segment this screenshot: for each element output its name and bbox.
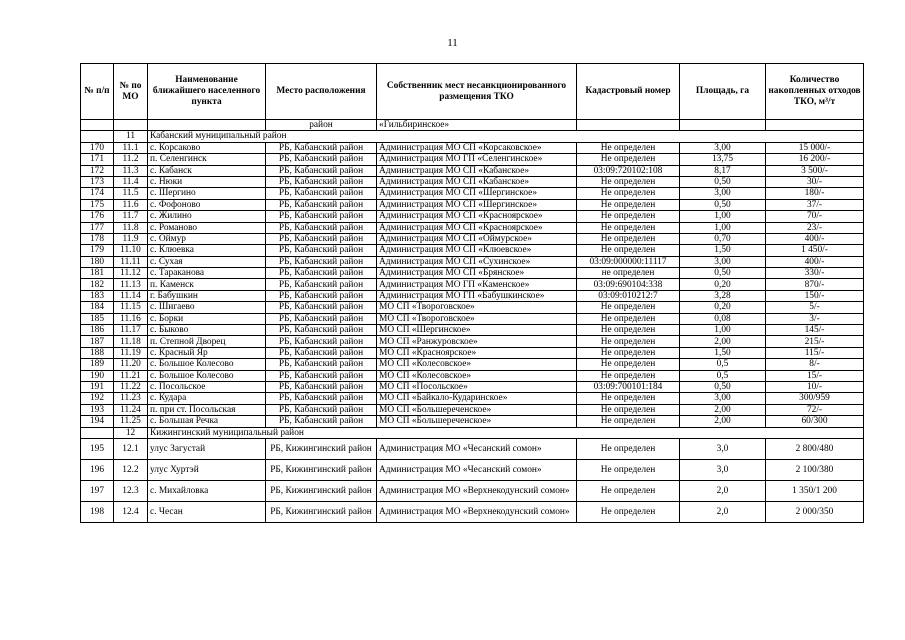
cell-n: 182: [81, 279, 114, 290]
cell-settlement: с. Тараканова: [148, 268, 266, 279]
cell-area: 8,17: [680, 165, 766, 176]
cell-area: 3,00: [680, 256, 766, 267]
cell-volume: 23/-: [766, 222, 864, 233]
cell-volume: 145/-: [766, 325, 864, 336]
cell-n: 180: [81, 256, 114, 267]
table-row: [81, 325, 864, 336]
cell-cadastral: Не определен: [577, 359, 680, 370]
cell-place: РБ, Кабанский район: [266, 290, 377, 301]
cell-mo: 11.10: [114, 245, 148, 256]
cell-mo: 11.7: [114, 211, 148, 222]
cell-mo: 11.17: [114, 325, 148, 336]
table-row: [81, 501, 864, 522]
table-row: [81, 222, 864, 233]
cell-owner: МО СП «Ранжуровское»: [377, 336, 577, 347]
table-row: [81, 154, 864, 165]
cell-place: РБ, Кабанский район: [266, 268, 377, 279]
cell-n: 178: [81, 233, 114, 244]
table-row: [81, 256, 864, 267]
cell-cadastral: Не определен: [577, 325, 680, 336]
cell-place: РБ, Кабанский район: [266, 359, 377, 370]
section-title: Кижингинский муниципальный район: [148, 427, 864, 438]
cell-n: 188: [81, 347, 114, 358]
cell-place: РБ, Кабанский район: [266, 188, 377, 199]
cell-settlement: с. Кабанск: [148, 165, 266, 176]
cell-cadastral: Не определен: [577, 199, 680, 210]
cell-place: РБ, Кабанский район: [266, 142, 377, 153]
cell-settlement: с. Большое Колесово: [148, 370, 266, 381]
page-number: 11: [447, 37, 458, 49]
cell-area: 2,00: [680, 404, 766, 415]
cell-area: 3,0: [680, 438, 766, 459]
cell-owner: МО СП «Большереченское»: [377, 404, 577, 415]
cell-area: 0,20: [680, 279, 766, 290]
cell-cadastral: Не определен: [577, 233, 680, 244]
cell-cadastral: Не определен: [577, 347, 680, 358]
cell-mo: 12.2: [114, 459, 148, 480]
cell-owner: Администрация МО СП «Шергинское»: [377, 188, 577, 199]
cell-mo: 11.3: [114, 165, 148, 176]
table-row: [81, 245, 864, 256]
cell-settlement: с. Сухая: [148, 256, 266, 267]
cell-n: 171: [81, 154, 114, 165]
section-row-kizhinginsky: [81, 427, 864, 438]
col-header-place: Место расположения: [266, 64, 377, 120]
cell-place: РБ, Кабанский район: [266, 404, 377, 415]
cell-volume: 15/-: [766, 370, 864, 381]
cell-volume: 180/-: [766, 188, 864, 199]
cell-settlement: с. Клюевка: [148, 245, 266, 256]
cell-n: 175: [81, 199, 114, 210]
cell-volume: 400/-: [766, 233, 864, 244]
cell-cadastral: Не определен: [577, 416, 680, 427]
cell-mo: 11.24: [114, 404, 148, 415]
cell-owner: Администрация МО ГП «Бабушкинское»: [377, 290, 577, 301]
cell-n: 172: [81, 165, 114, 176]
cell-place: РБ, Кижингинский район: [266, 501, 377, 522]
cell-mo: 11.14: [114, 290, 148, 301]
cell-area: 0,50: [680, 199, 766, 210]
table-row: [81, 359, 864, 370]
cell-mo: 11.21: [114, 370, 148, 381]
cell-volume: 2 100/380: [766, 459, 864, 480]
cell-volume: 10/-: [766, 381, 864, 392]
cell-area: 0,70: [680, 233, 766, 244]
table-row: [81, 188, 864, 199]
cell-place: РБ, Кабанский район: [266, 370, 377, 381]
cell-area: 0,50: [680, 268, 766, 279]
cell-owner: Администрация МО ГП «Каменское»: [377, 279, 577, 290]
cell-mo: 11.16: [114, 313, 148, 324]
cell-settlement: с. Посольское: [148, 381, 266, 392]
col-header-volume: Количество накопленных отходов ТКО, м³/т: [766, 64, 864, 120]
cell-area: 0,5: [680, 359, 766, 370]
cell-volume: 15 000/-: [766, 142, 864, 153]
cell-cadastral: Не определен: [577, 188, 680, 199]
cell-n: 186: [81, 325, 114, 336]
cell-area: 3,00: [680, 142, 766, 153]
cell-place: РБ, Кабанский район: [266, 313, 377, 324]
cell-place: РБ, Кабанский район: [266, 245, 377, 256]
cell-area: 3,00: [680, 393, 766, 404]
cell-n: 194: [81, 416, 114, 427]
cell-place: РБ, Кабанский район: [266, 165, 377, 176]
cell-place: РБ, Кабанский район: [266, 416, 377, 427]
cell-area: 3,0: [680, 459, 766, 480]
col-header-n: № п/п: [81, 64, 114, 120]
table-row: [81, 211, 864, 222]
header-row: [81, 64, 864, 120]
cell-settlement: п. Селенгинск: [148, 154, 266, 165]
section-number: 12: [114, 427, 148, 438]
cell-volume: 2 800/480: [766, 438, 864, 459]
cell-mo: 11.9: [114, 233, 148, 244]
cell-settlement: с. Большое Колесово: [148, 359, 266, 370]
cell-mo: 11.22: [114, 381, 148, 392]
cell-area: 2,00: [680, 336, 766, 347]
cell-settlement: п. Каменск: [148, 279, 266, 290]
cell-cadastral: Не определен: [577, 245, 680, 256]
cell-volume: 215/-: [766, 336, 864, 347]
cell-n: 181: [81, 268, 114, 279]
cell-n: 190: [81, 370, 114, 381]
cell-settlement: п. Степной Дворец: [148, 336, 266, 347]
section-number: 11: [114, 131, 148, 142]
table-row: [81, 165, 864, 176]
cell-owner: Администрация МО СП «Клюевское»: [377, 245, 577, 256]
cell-n: 179: [81, 245, 114, 256]
cell-cadastral: Не определен: [577, 404, 680, 415]
cell-settlement: с. Корсаково: [148, 142, 266, 153]
cell-n: 187: [81, 336, 114, 347]
cell-mo: 11.5: [114, 188, 148, 199]
cell-owner: Администрация МО «Чесанский сомон»: [377, 459, 577, 480]
cell-settlement: с. Жилино: [148, 211, 266, 222]
cell-volume: 70/-: [766, 211, 864, 222]
cell-n: 193: [81, 404, 114, 415]
cell-settlement: п. при ст. Посольская: [148, 404, 266, 415]
cell-owner: МО СП «Красноярское»: [377, 347, 577, 358]
cell-n: 176: [81, 211, 114, 222]
cell-settlement: с. Михайловка: [148, 480, 266, 501]
cell-n: 183: [81, 290, 114, 301]
cell-place: РБ, Кабанский район: [266, 381, 377, 392]
cell-owner: Администрация МО СП «Шергинское»: [377, 199, 577, 210]
cell-cadastral: Не определен: [577, 480, 680, 501]
cell-owner: МО СП «Большереченское»: [377, 416, 577, 427]
cell-volume: 2 000/350: [766, 501, 864, 522]
cell-cadastral: 03:09:000000:11117: [577, 256, 680, 267]
cell-owner: МО СП «Шергинское»: [377, 325, 577, 336]
cell-mo: 12.4: [114, 501, 148, 522]
cell-place: РБ, Кабанский район: [266, 233, 377, 244]
cell-cadastral: Не определен: [577, 313, 680, 324]
cell-n: 177: [81, 222, 114, 233]
cell-volume: 150/-: [766, 290, 864, 301]
cell-owner: МО СП «Твороговское»: [377, 313, 577, 324]
cell-n: 191: [81, 381, 114, 392]
cell-volume: 400/-: [766, 256, 864, 267]
cell-volume: 1 450/-: [766, 245, 864, 256]
cell-place: РБ, Кабанский район: [266, 154, 377, 165]
cell-mo: 12.3: [114, 480, 148, 501]
cell-owner: Администрация МО СП «Красноярское»: [377, 211, 577, 222]
cell-cadastral: Не определен: [577, 393, 680, 404]
table-row: [81, 268, 864, 279]
cell-owner: Администрация МО «Чесанский сомон»: [377, 438, 577, 459]
cell-area: 0,50: [680, 176, 766, 187]
cell-mo: 11.18: [114, 336, 148, 347]
cell-area: 13,75: [680, 154, 766, 165]
cell-place: РБ, Кабанский район: [266, 222, 377, 233]
cell-cadastral: Не определен: [577, 438, 680, 459]
cell-volume: 330/-: [766, 268, 864, 279]
table-row: [81, 347, 864, 358]
table-row: [81, 381, 864, 392]
table-row: [81, 370, 864, 381]
cell-n: 174: [81, 188, 114, 199]
cell-area: 0,20: [680, 302, 766, 313]
cell-area: 1,50: [680, 245, 766, 256]
cell-cadastral: Не определен: [577, 176, 680, 187]
table-row: [81, 199, 864, 210]
cell-area: 0,08: [680, 313, 766, 324]
cell-settlement: с. Кудара: [148, 393, 266, 404]
cell-n: 197: [81, 480, 114, 501]
cell-n: 196: [81, 459, 114, 480]
cell-place: РБ, Кабанский район: [266, 199, 377, 210]
cell-volume: 72/-: [766, 404, 864, 415]
cell-settlement: с. Большая Речка: [148, 416, 266, 427]
cell-mo: 11.4: [114, 176, 148, 187]
cell-volume: 870/-: [766, 279, 864, 290]
col-header-cadastral: Кадастровый номер: [577, 64, 680, 120]
cell-place: РБ, Кижингинский район: [266, 438, 377, 459]
cell-settlement: с. Оймур: [148, 233, 266, 244]
cell-area: 1,00: [680, 211, 766, 222]
carry-place: район: [266, 120, 377, 131]
cell-owner: МО СП «Твороговское»: [377, 302, 577, 313]
cell-volume: 5/-: [766, 302, 864, 313]
cell-area: 1,00: [680, 325, 766, 336]
cell-cadastral: Не определен: [577, 370, 680, 381]
cell-area: 2,0: [680, 501, 766, 522]
cell-n: 192: [81, 393, 114, 404]
cell-n: 198: [81, 501, 114, 522]
cell-n: 195: [81, 438, 114, 459]
cell-volume: 30/-: [766, 176, 864, 187]
table-row: [81, 176, 864, 187]
cell-cadastral: Не определен: [577, 336, 680, 347]
cell-owner: Администрация МО СП «Оймурское»: [377, 233, 577, 244]
cell-settlement: улус Хуртэй: [148, 459, 266, 480]
cell-mo: 11.25: [114, 416, 148, 427]
cell-owner: Администрация МО СП «Брянское»: [377, 268, 577, 279]
cell-volume: 300/959: [766, 393, 864, 404]
cell-cadastral: Не определен: [577, 142, 680, 153]
table-row: [81, 336, 864, 347]
cell-n: 189: [81, 359, 114, 370]
cell-volume: 8/-: [766, 359, 864, 370]
table-row: [81, 404, 864, 415]
cell-owner: Администрация МО «Верхнекодунский сомон»: [377, 501, 577, 522]
cell-mo: 11.20: [114, 359, 148, 370]
cell-place: РБ, Кабанский район: [266, 393, 377, 404]
cell-place: РБ, Кабанский район: [266, 279, 377, 290]
cell-n: 170: [81, 142, 114, 153]
cell-place: РБ, Кабанский район: [266, 256, 377, 267]
cell-settlement: с. Фофоново: [148, 199, 266, 210]
cell-volume: 3 500/-: [766, 165, 864, 176]
cell-volume: 115/-: [766, 347, 864, 358]
cell-n: 173: [81, 176, 114, 187]
cell-settlement: с. Красный Яр: [148, 347, 266, 358]
section-row-kabansky: [81, 131, 864, 142]
cell-area: 3,28: [680, 290, 766, 301]
cell-settlement: с. Шергино: [148, 188, 266, 199]
cell-owner: Администрация МО СП «Кабанское»: [377, 165, 577, 176]
cell-owner: МО СП «Посольское»: [377, 381, 577, 392]
cell-cadastral: Не определен: [577, 501, 680, 522]
cell-place: РБ, Кабанский район: [266, 336, 377, 347]
cell-settlement: улус Загустай: [148, 438, 266, 459]
cell-mo: 11.13: [114, 279, 148, 290]
table-row: [81, 290, 864, 301]
cell-place: РБ, Кижингинский район: [266, 480, 377, 501]
table-row: [81, 393, 864, 404]
cell-place: РБ, Кабанский район: [266, 211, 377, 222]
table-row: [81, 279, 864, 290]
cell-owner: МО СП «Байкало-Кударинское»: [377, 393, 577, 404]
cell-place: РБ, Кабанский район: [266, 325, 377, 336]
cell-cadastral: Не определен: [577, 154, 680, 165]
cell-area: 3,00: [680, 188, 766, 199]
table-row: [81, 459, 864, 480]
carry-owner: «Гильбиринское»: [377, 120, 577, 131]
cell-n: 184: [81, 302, 114, 313]
cell-cadastral: 03:09:690104:338: [577, 279, 680, 290]
cell-owner: Администрация МО СП «Кабанское»: [377, 176, 577, 187]
cell-cadastral: 03:09:010212:7: [577, 290, 680, 301]
col-header-name: Наименование ближайшего населенного пункта: [148, 64, 266, 120]
cell-mo: 12.1: [114, 438, 148, 459]
cell-volume: 1 350/1 200: [766, 480, 864, 501]
cell-settlement: г. Бабушкин: [148, 290, 266, 301]
cell-settlement: с. Нюки: [148, 176, 266, 187]
col-header-area: Площадь, га: [680, 64, 766, 120]
cell-mo: 11.19: [114, 347, 148, 358]
cell-settlement: с. Быково: [148, 325, 266, 336]
section-title: Кабанский муниципальный район: [148, 131, 864, 142]
cell-cadastral: Не определен: [577, 222, 680, 233]
cell-mo: 11.1: [114, 142, 148, 153]
cell-mo: 11.11: [114, 256, 148, 267]
cell-settlement: с. Романово: [148, 222, 266, 233]
cell-owner: Администрация МО СП «Сухинское»: [377, 256, 577, 267]
table-row: [81, 416, 864, 427]
cell-place: РБ, Кабанский район: [266, 302, 377, 313]
table-row: [81, 438, 864, 459]
table-row: [81, 302, 864, 313]
col-header-mo: № по МО: [114, 64, 148, 120]
cell-area: 1,50: [680, 347, 766, 358]
cell-mo: 11.15: [114, 302, 148, 313]
cell-mo: 11.12: [114, 268, 148, 279]
cell-volume: 37/-: [766, 199, 864, 210]
cell-volume: 60/300: [766, 416, 864, 427]
col-header-owner: Собственник мест несанкционированного размещения ТКО: [377, 64, 577, 120]
table-row: [81, 142, 864, 153]
cell-place: РБ, Кижингинский район: [266, 459, 377, 480]
cell-mo: 11.6: [114, 199, 148, 210]
cell-settlement: с. Борки: [148, 313, 266, 324]
cell-owner: МО СП «Колесовское»: [377, 359, 577, 370]
table-row: [81, 313, 864, 324]
cell-area: 0,5: [680, 370, 766, 381]
cell-cadastral: 03:09:720102:108: [577, 165, 680, 176]
cell-volume: 3/-: [766, 313, 864, 324]
cell-mo: 11.2: [114, 154, 148, 165]
cell-cadastral: 03:09:700101:184: [577, 381, 680, 392]
cell-area: 0,50: [680, 381, 766, 392]
cell-place: РБ, Кабанский район: [266, 347, 377, 358]
waste-sites-table: [80, 63, 864, 523]
cell-settlement: с. Шигаево: [148, 302, 266, 313]
cell-cadastral: не определен: [577, 268, 680, 279]
cell-owner: Администрация МО ГП «Селенгинское»: [377, 154, 577, 165]
cell-mo: 11.23: [114, 393, 148, 404]
cell-owner: Администрация МО «Верхнекодунский сомон»: [377, 480, 577, 501]
cell-cadastral: Не определен: [577, 211, 680, 222]
table-row: [81, 480, 864, 501]
table-row: [81, 233, 864, 244]
cell-area: 1,00: [680, 222, 766, 233]
cell-area: 2,00: [680, 416, 766, 427]
cell-cadastral: Не определен: [577, 302, 680, 313]
carry-over-row: [81, 120, 864, 131]
cell-owner: МО СП «Колесовское»: [377, 370, 577, 381]
cell-n: 185: [81, 313, 114, 324]
cell-volume: 16 200/-: [766, 154, 864, 165]
cell-mo: 11.8: [114, 222, 148, 233]
cell-settlement: с. Чесан: [148, 501, 266, 522]
cell-owner: Администрация МО СП «Корсаковское»: [377, 142, 577, 153]
cell-cadastral: Не определен: [577, 459, 680, 480]
cell-area: 2,0: [680, 480, 766, 501]
cell-place: РБ, Кабанский район: [266, 176, 377, 187]
cell-owner: Администрация МО СП «Красноярское»: [377, 222, 577, 233]
